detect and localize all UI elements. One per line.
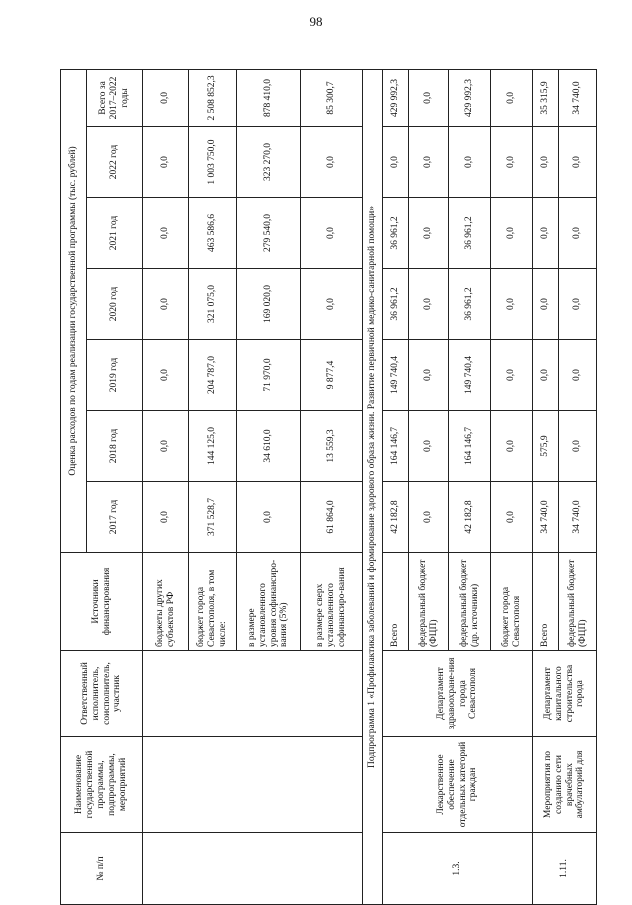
value-cell: 0,0 [559,411,597,482]
value-cell: 0,0 [491,69,533,126]
value-cell: 0,0 [449,127,491,198]
header-year: 2020 год [87,269,143,340]
value-cell: 0,0 [409,69,449,126]
value-cell: 0,0 [491,482,533,553]
value-cell: 429 992,3 [449,69,491,126]
header-responsible: Ответственный исполнитель, соисполнитель, участник [61,651,143,737]
value-cell: 0,0 [533,198,559,269]
value-cell: 878 410,0 [237,69,301,126]
item-name: Лекарственное обеспечение отдельных категорий граждан [383,737,533,833]
value-cell: 2 508 852,3 [189,69,237,126]
value-cell: 34 740,0 [559,69,597,126]
value-cell: 0,0 [143,340,189,411]
value-cell: 0,0 [559,198,597,269]
source-cell: федеральный бюджет (ФЦП) [559,553,597,651]
value-cell: 204 787,0 [189,340,237,411]
value-cell: 0,0 [491,269,533,340]
value-cell: 0,0 [301,269,363,340]
expenditure-table [60,69,597,905]
source-cell: в размере установленного уровня софинансиро-вания (5%) [237,553,301,651]
header-num: № п/п [61,833,143,905]
value-cell: 164 146,7 [449,411,491,482]
value-cell: 0,0 [143,198,189,269]
value-cell: 323 270,0 [237,127,301,198]
header-year-total: Всего за 2017–2022 годы [87,69,143,126]
value-cell: 35 315,9 [533,69,559,126]
source-cell: бюджет города Севастополя [491,553,533,651]
rotated-table-wrapper [60,70,588,905]
value-cell: 0,0 [409,198,449,269]
value-cell: 463 586,6 [189,198,237,269]
value-cell: 36 961,2 [449,198,491,269]
value-cell: 0,0 [143,411,189,482]
item-number: 1.11. [533,833,597,905]
value-cell: 0,0 [559,269,597,340]
value-cell: 0,0 [491,127,533,198]
item-number: 1.3. [383,833,533,905]
header-group: Оценка расходов по годам реализации государственной программы (тыс. рублей) [61,69,87,552]
value-cell: 0,0 [559,340,597,411]
value-cell: 0,0 [491,340,533,411]
value-cell: 429 992,3 [383,69,409,126]
table-row [383,69,409,904]
value-cell: 0,0 [533,127,559,198]
value-cell: 0,0 [409,127,449,198]
table-row [143,69,189,904]
value-cell: 34 740,0 [533,482,559,553]
value-cell: 0,0 [533,340,559,411]
source-cell: федеральный бюджет (др. источники) [449,553,491,651]
item-name: Мероприятия по созданию сети врачебных амбулаторий для [533,737,597,833]
value-cell: 13 559,3 [301,411,363,482]
value-cell: 0,0 [143,127,189,198]
value-cell: 1 003 750,0 [189,127,237,198]
value-cell: 321 075,0 [189,269,237,340]
header-source: Источники финансирования [61,553,143,651]
value-cell: 279 540,0 [237,198,301,269]
source-cell: Всего [383,553,409,651]
value-cell: 34 610,0 [237,411,301,482]
value-cell: 164 146,7 [383,411,409,482]
value-cell: 371 528,7 [189,482,237,553]
value-cell: 36 961,2 [449,269,491,340]
header-year: 2022 год [87,127,143,198]
header-name: Наименование государственной программы, подпрограммы, мероприятий [61,737,143,833]
value-cell: 0,0 [143,269,189,340]
header-year: 2017 год [87,482,143,553]
value-cell: 36 961,2 [383,269,409,340]
source-cell: федеральный бюджет (ФЦП) [409,553,449,651]
source-cell: бюджеты других субъектов РФ [143,553,189,651]
empty-cell [143,651,363,737]
value-cell: 575,9 [533,411,559,482]
value-cell: 0,0 [409,340,449,411]
value-cell: 34 740,0 [559,482,597,553]
value-cell: 144 125,0 [189,411,237,482]
value-cell: 0,0 [409,269,449,340]
value-cell: 0,0 [491,411,533,482]
value-cell: 0,0 [301,127,363,198]
value-cell: 0,0 [409,482,449,553]
subprogram-title: Подпрограмма 1 «Профилактика заболеваний и формирование здорового образа жизни. Развитие первичной медико-санитарной помощи» [363,69,383,904]
source-cell: Всего [533,553,559,651]
value-cell: 36 961,2 [383,198,409,269]
table-row [533,69,559,904]
value-cell: 0,0 [383,127,409,198]
header-year: 2021 год [87,198,143,269]
value-cell: 0,0 [143,69,189,126]
header-year: 2019 год [87,340,143,411]
page-number: 98 [309,14,323,29]
source-cell: в размере сверх установленного софинансиро-вания [301,553,363,651]
value-cell: 149 740,4 [383,340,409,411]
source-cell: бюджет города Севастополя, в том числе: [189,553,237,651]
value-cell: 0,0 [301,198,363,269]
value-cell: 42 182,8 [449,482,491,553]
subprogram-row [363,69,383,904]
value-cell: 0,0 [491,198,533,269]
value-cell: 0,0 [533,269,559,340]
value-cell: 0,0 [237,482,301,553]
value-cell: 9 877,4 [301,340,363,411]
empty-cell [143,833,363,905]
value-cell: 0,0 [143,482,189,553]
value-cell: 85 300,7 [301,69,363,126]
value-cell: 0,0 [409,411,449,482]
item-responsible: Департамент здравоохране-ния города Севастополя [383,651,533,737]
header-year: 2018 год [87,411,143,482]
header-row-group [61,69,87,904]
value-cell: 0,0 [559,127,597,198]
empty-cell [143,737,363,833]
value-cell: 61 864,0 [301,482,363,553]
value-cell: 149 740,4 [449,340,491,411]
item-responsible: Департамент капитального строительства города [533,651,597,737]
value-cell: 169 020,0 [237,269,301,340]
value-cell: 42 182,8 [383,482,409,553]
value-cell: 71 970,0 [237,340,301,411]
